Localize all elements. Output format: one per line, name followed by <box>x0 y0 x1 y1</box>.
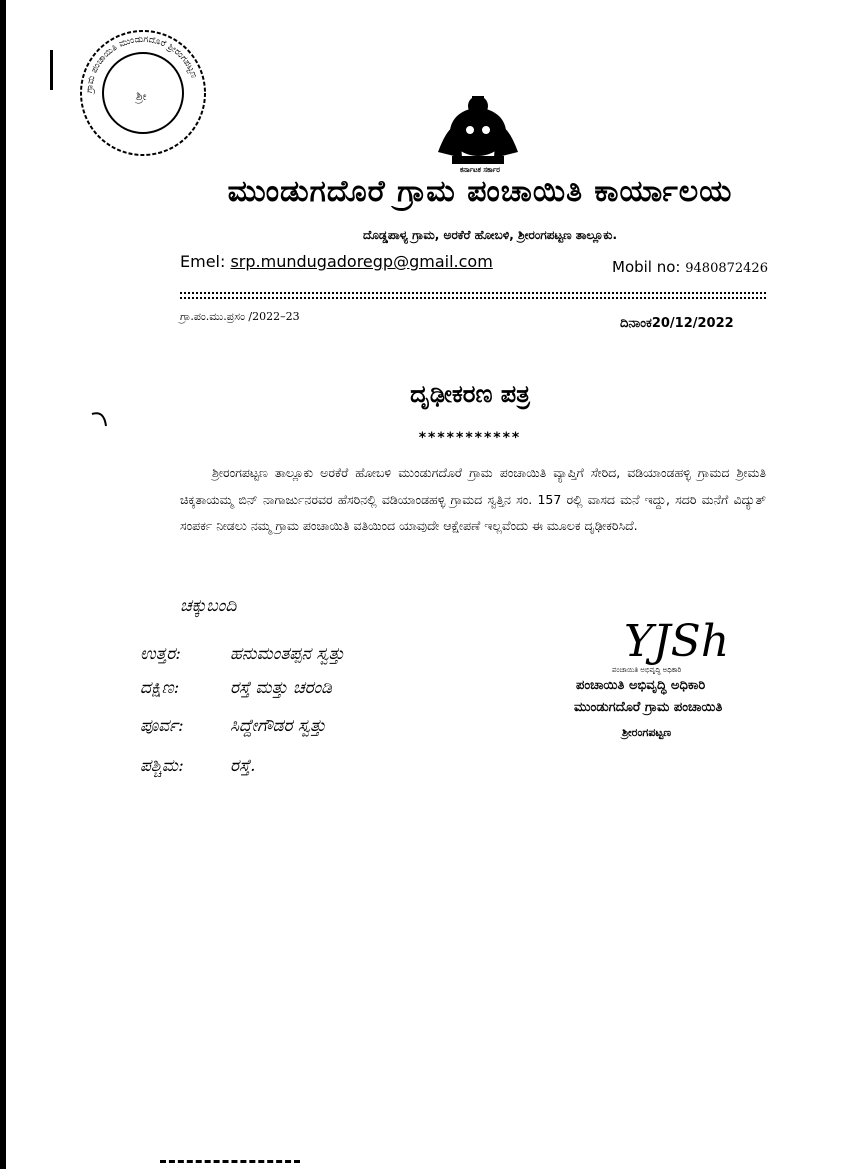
office-seal <box>78 28 208 158</box>
emblem-caption: ಕರ್ನಾಟಕ ಸರ್ಕಾರ <box>460 166 500 174</box>
boundary-north-label: ಉತ್ತರ: <box>140 644 181 664</box>
signatory-place: ಶ್ರೀರಂಗಪಟ್ಟಣ <box>622 726 672 739</box>
scan-edge <box>0 0 6 1169</box>
seal-ring-text: ಗ್ರಾಮ ಪಂಚಾಯಿತಿ ಮುಂಡುಗದೊರೆ ಶ್ರೀರಂಗಪಟ್ಟಣ <box>84 34 199 94</box>
boundary-west <box>140 756 256 776</box>
letter-heading: ದೃಢೀಕರಣ ಪತ್ರ <box>410 380 530 408</box>
svg-text:YJSh: YJSh <box>624 616 730 667</box>
email-label: Emel: <box>180 252 226 271</box>
boundaries-title: ಚಕ್ಕುಬಂದಿ <box>180 596 237 616</box>
officer-signature <box>620 600 740 670</box>
reference-number: ಗ್ರಾ.ಪಂ.ಮು.ಪ್ರಸಂ /2022–23 <box>180 310 300 323</box>
header-divider-bottom <box>180 297 766 299</box>
header-divider-top <box>180 292 766 294</box>
seal-center-text: ಶ್ರೀ <box>136 89 147 103</box>
scan-bottom-marks <box>160 1160 300 1168</box>
signatory-office: ಮುಂಡುಗದೊರೆ ಗ್ರಾಮ ಪಂಚಾಯಿತಿ <box>574 700 723 715</box>
office-address: ದೊಡ್ಡಪಾಳ್ಯ ಗ್ರಾಮ, ಅರಕೆರೆ ಹೋಬಳಿ, ಶ್ರೀರಂಗಪಟ್ಟಣ ತಾಲ್ಲೂಕು. <box>362 228 618 242</box>
boundary-south-value: ರಸ್ತೆ ಮತ್ತು ಚರಂಡಿ <box>230 678 332 698</box>
boundary-east-value: ಸಿದ್ದೇಗೌಡರ ಸ್ವತ್ತು <box>230 716 326 736</box>
heading-stars: *********** <box>418 430 522 446</box>
boundary-west-label: ಪಶ್ಚಿಮ: <box>140 756 184 776</box>
state-emblem <box>428 92 528 172</box>
boundary-south-label: ದಕ್ಷಿಣ: <box>140 678 180 698</box>
boundary-north-value: ಹನುಮಂತಪ್ಪನ ಸ್ವತ್ತು <box>230 644 345 664</box>
boundary-east <box>140 716 326 736</box>
letter-body: ಶ್ರೀರಂಗಪಟ್ಟಣ ತಾಲ್ಲೂಕು ಅರಕೆರೆ ಹೋಬಳಿ ಮುಂಡುಗದೊರೆ ಗ್ರಾಮ ಪಂಚಾಯಿತಿ ವ್ಯಾಪ್ತಿಗೆ ಸೇರಿದ, ವಡಿಯಾಂಡಹಳ್ಳಿ ಗ್ರಾಮದ ಶ್ರೀಮತಿ ಚಿಕ್ಕತಾಯಮ್ಮ ಬಿನ್ ನಾಗಾರ್ಜುನರವರ ಹೆಸರಿನಲ್ಲಿ ವಡಿಯಾಂಡಹಳ್ಳಿ ಗ್ರಾಮದ ಸ್ವತ್ತಿನ ಸಂ. 157 ರಲ್ಲಿ ವಾಸದ ಮನೆ ಇದ್ದು, ಸದರಿ ಮನೆಗೆ ವಿದ್ಯುತ್ ಸಂಪರ್ಕ ನೀಡಲು ನಮ್ಮ ಗ್ರಾಮ ಪಂಚಾಯಿತಿ ವತಿಯಿಂದ ಯಾವುದೇ ಆಕ್ಷೇಪಣೆ ಇಲ್ಲವೆಂದು ಈ ಮೂಲಕ ದೃಢೀಕರಿಸಿದೆ. <box>180 465 766 533</box>
scan-mark <box>50 50 53 90</box>
letter-date: ದಿನಾಂಕ20/12/2022 <box>620 316 734 331</box>
boundary-west-value: ರಸ್ತೆ. <box>230 756 256 776</box>
scan-curl-mark <box>90 408 110 428</box>
email-row <box>180 252 493 271</box>
boundary-east-label: ಪೂರ್ವ: <box>140 716 184 736</box>
signature-small-stamp: ಪಂಚಾಯಿತಿ ಅಭಿವೃದ್ಧಿ ಅಧಿಕಾರಿ <box>612 666 682 674</box>
mobile-number: 9480872426 <box>685 261 768 276</box>
boundary-south <box>140 678 332 698</box>
boundary-north <box>140 644 345 664</box>
email-link[interactable]: srp.mundugadoregp@gmail.com <box>230 252 493 271</box>
signatory-role: ಪಂಚಾಯಿತಿ ಅಭಿವೃದ್ಧಿ ಅಧಿಕಾರಿ <box>576 678 706 693</box>
office-title: ಮುಂಡುಗದೊರೆ ಗ್ರಾಮ ಪಂಚಾಯಿತಿ ಕಾರ್ಯಾಲಯ <box>227 174 733 209</box>
mobile-row <box>612 258 768 276</box>
mobile-label: Mobil no: <box>612 258 681 276</box>
